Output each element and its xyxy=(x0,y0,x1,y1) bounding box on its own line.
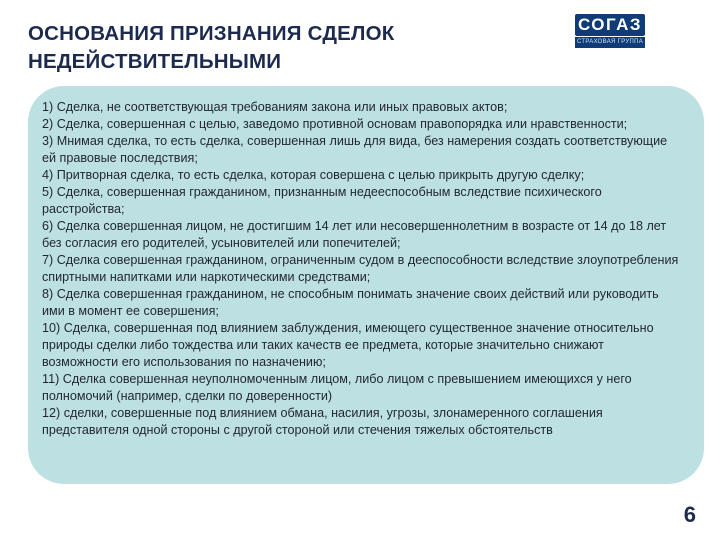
page-title xyxy=(28,20,548,76)
page-title-line-1: ОСНОВАНИЯ ПРИЗНАНИЯ СДЕЛОК xyxy=(28,22,395,45)
list-item: 11) Сделка совершенная неуполномоченным лицом, либо лицом с превышением имеющихся у него полномочий (например, сделки по доверенности) xyxy=(42,372,632,403)
list-item: 6) Сделка совершенная лицом, не достигшим 14 лет или несовершеннолетним в возрасте от 14 до 18 лет без согласия его родителей, усыновителей или попечителей; xyxy=(42,219,667,250)
list-item: 5) Сделка, совершенная гражданином, признанным недееспособным вследствие психического расстройства; xyxy=(42,185,602,216)
page-number: 6 xyxy=(683,502,696,527)
list-item: 8) Сделка совершенная гражданином, не способным понимать значение своих действий или руководить ими в момент ее совершения; xyxy=(42,287,659,318)
list-item: 10) Сделка, совершенная под влиянием заблуждения, имеющего существенное значение относительно природы сделки либо тождества или таких качеств ее предмета, которые значительно снижают возможности его использования по назначению; xyxy=(42,321,654,369)
grounds-list xyxy=(42,99,682,439)
list-item: 7) Сделка совершенная гражданином, ограниченным судом в дееспособности вследствие злоупотребления спиртными напитками или наркотическими средствами; xyxy=(42,253,679,284)
list-item: 4) Притворная сделка, то есть сделка, которая совершена с целью прикрыть другую сделку; xyxy=(42,168,585,182)
logo-wordmark: СОГАЗ xyxy=(575,14,645,36)
page-title-line-2: НЕДЕЙСТВИТЕЛЬНЫМИ xyxy=(28,50,282,73)
logo-subtitle: СТРАХОВАЯ ГРУППА xyxy=(575,37,645,48)
list-item: 12) сделки, совершенные под влиянием обмана, насилия, угрозы, злонамеренного соглашения представителя одной стороны с другой стороной или стечения тяжелых обстоятельств xyxy=(42,406,603,437)
sogaz-logo xyxy=(575,14,645,50)
list-item: 3) Мнимая сделка, то есть сделка, совершенная лишь для вида, без намерения создать соответствующие ей правовые последствия; xyxy=(42,134,668,165)
list-item: 2) Сделка, совершенная с целью, заведомо противной основам правопорядка или нравственности; xyxy=(42,117,628,131)
list-item: 1) Сделка, не соответствующая требованиям закона или иных правовых актов; xyxy=(42,100,508,114)
